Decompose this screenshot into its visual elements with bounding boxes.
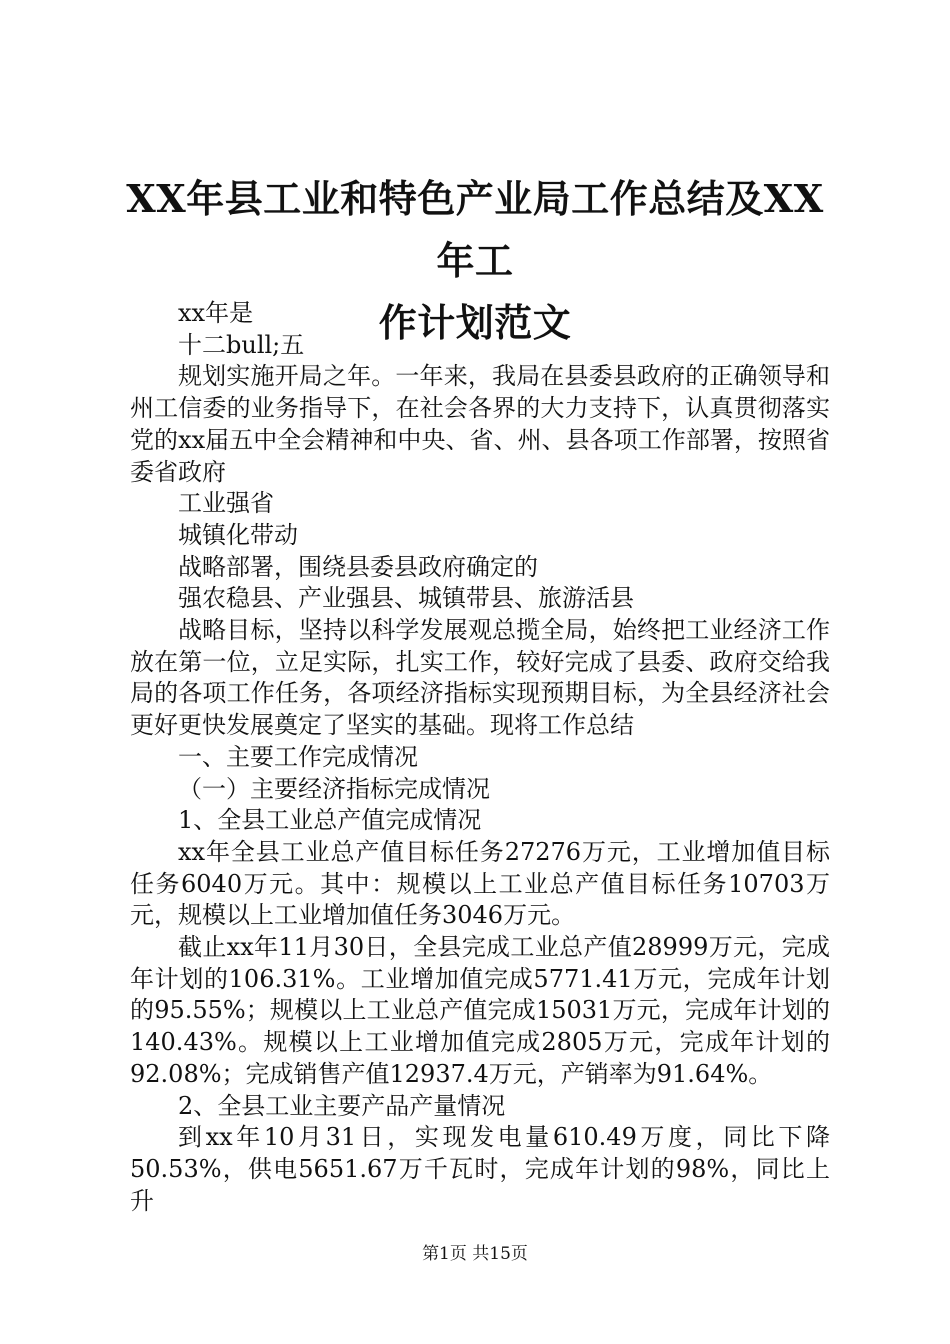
paragraph: 战略目标，坚持以科学发展观总揽全局，始终把工业经济工作放在第一位，立足实际，扎实工作，较好完成了县委、政府交给我局的各项工作任务，各项经济指标实现预期目标，为全县经济社会更好更快发展奠定了坚实的基础。现将工作总结 — [130, 616, 830, 740]
section-heading: 一、主要工作完成情况 — [178, 742, 418, 771]
subsection-heading: （一）主要经济指标完成情况 — [178, 774, 490, 803]
title-line-1: XX年县工业和特色产业局工作总结及XX年工 — [126, 176, 824, 283]
paragraph: xx年全县工业总产值目标任务27276万元，工业增加值目标任务6040万元。其中：规模以上工业总产值目标任务10703万元，规模以上工业增加值任务3046万元。 — [130, 837, 830, 930]
paragraph: 十二bull;五 — [178, 330, 305, 359]
paragraph: 城镇化带动 — [178, 520, 298, 549]
page-footer: 第1页 共15页 — [422, 1244, 528, 1264]
paragraph: xx年是 — [178, 299, 254, 327]
item-heading: 1、全县工业总产值完成情况 — [178, 806, 482, 835]
title-line-2: 作计划范文 — [378, 300, 572, 345]
item-heading: 2、全县工业主要产品产量情况 — [178, 1091, 506, 1120]
document-body — [130, 298, 830, 1217]
paragraph: 到xx年10月31日，实现发电量610.49万度，同比下降50.53%，供电5651.67万千瓦时，完成年计划的98%，同比上升 — [130, 1123, 830, 1215]
paragraph: 截止xx年11月30日，全县完成工业总产值28999万元，完成年计划的106.31%。工业增加值完成5771.41万元，完成年计划的95.55%；规模以上工业总产值完成15031万元，完成年计划的140.43%。规模以上工业增加值完成2805万元，完成年计划的92.08%；完成销售产值12937.4万元，产销率为91.64%。 — [130, 933, 830, 1088]
paragraph: 规划实施开局之年。一年来，我局在县委县政府的正确领导和州工信委的业务指导下，在社会各界的大力支持下，认真贯彻落实党的xx届五中全会精神和中央、省、州、县各项工作部署，按照省委省政府 — [130, 362, 830, 486]
paragraph: 强农稳县、产业强县、城镇带县、旅游活县 — [178, 584, 634, 613]
paragraph: 工业强省 — [178, 489, 274, 518]
paragraph: 战略部署，围绕县委县政府确定的 — [178, 552, 538, 581]
